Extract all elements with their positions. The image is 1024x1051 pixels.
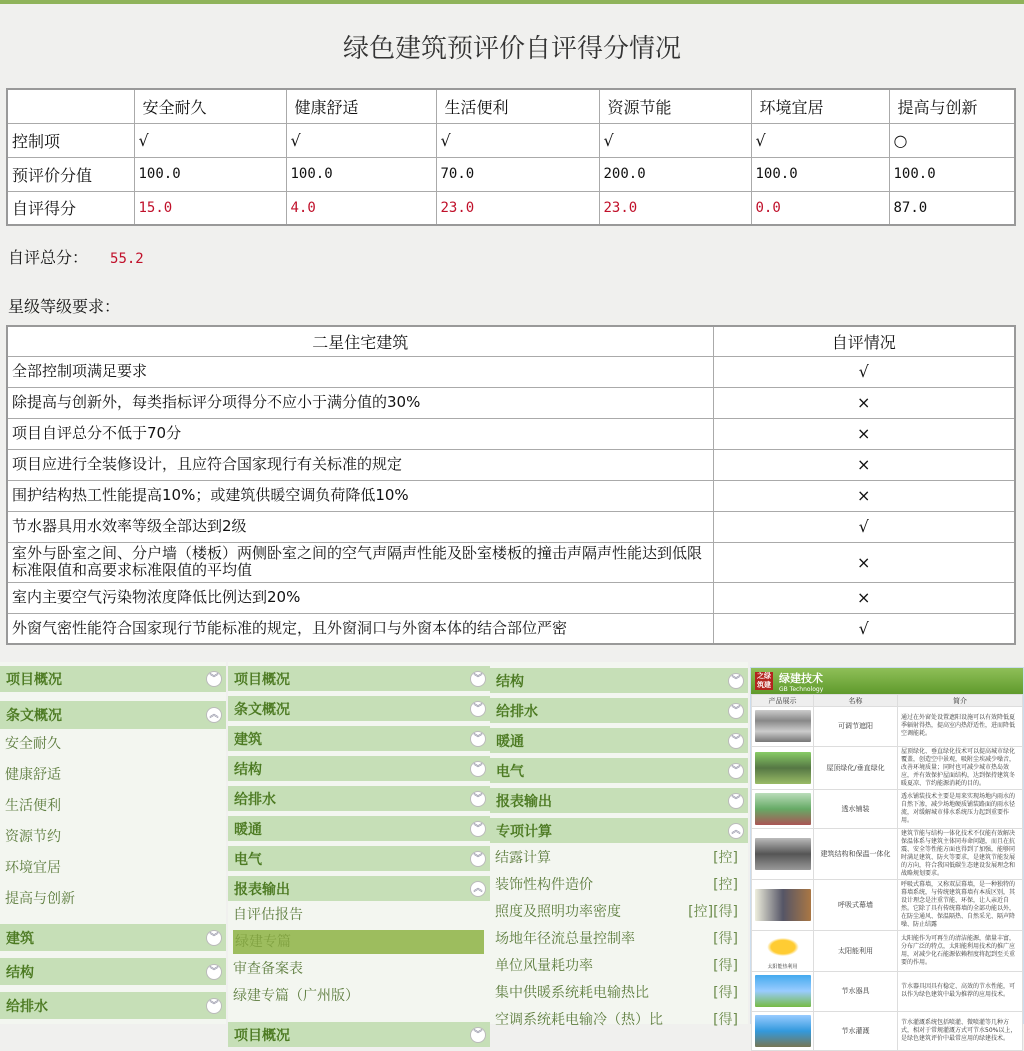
accordion-header-0[interactable] [228,666,490,691]
accordion-label: 结构 [6,964,34,981]
technology-row [752,972,1023,1012]
product-description: 节水灌溉系统包括喷灌、微喷灌等几种方式，相对于常规灌溉方式可节水50%以上，是绿色建筑评价中最常应用的绿建技术。 [898,1011,1023,1051]
product-image-cell [752,746,814,789]
product-description: 通过在外窗处设置遮阳设施可以有效降低夏季辐射得热，提高室内热舒适性，进而降低空调能耗。 [898,707,1023,747]
nav-item-label: 装饰性构件造价 [495,877,593,893]
nav-item-label: 集中供暖系统耗电输热比 [495,985,649,1001]
chevron-up-icon[interactable]: ︽ [728,823,744,839]
nav-item-label: 资源节约 [5,829,61,845]
accordion-header-1[interactable] [0,958,226,985]
accordion-label: 报表输出 [496,793,552,810]
accordion-header-0[interactable] [228,1022,490,1047]
column-header: 安全耐久 [134,89,286,123]
technology-row [752,829,1023,880]
nav-item-label: 安全耐久 [5,736,61,752]
technology-row [752,880,1023,931]
nav-item[interactable] [495,846,742,870]
technology-row [752,746,1023,789]
column-header: 生活便利 [436,89,599,123]
check-mark: √ [599,123,751,157]
nav-item-label: 绿建专篇 [235,934,291,950]
table-row [7,418,1015,449]
table-row [7,613,1015,644]
table-row [7,582,1015,613]
star-requirement-label: 星级等级要求： [8,297,121,316]
cell-value: 23.0 [436,191,599,225]
table-row [7,542,1015,582]
accordion-header-0[interactable] [0,666,226,692]
accordion-label: 给排水 [234,791,276,808]
cell-value: 87.0 [889,191,1015,225]
requirement-text: 外窗气密性能符合国家现行节能标准的规定，且外窗洞口与外窗本体的结合部位严密 [7,613,713,644]
panel-subtitle: GB Technology [779,685,824,693]
product-name: 建筑结构和保温一体化 [814,829,898,880]
gb-technology-header [751,668,1023,694]
nav-item[interactable] [495,981,742,1005]
table-row [7,356,1015,387]
requirement-text: 全部控制项满足要求 [7,356,713,387]
row-label: 自评得分 [7,191,134,225]
nav-item-tag: [得] [713,958,738,974]
product-name: 节水灌溉 [814,1011,898,1051]
product-description: 节水器具因具有稳定、高效的节水性能，可以作为绿色建筑中最为推荐的应用技术。 [898,972,1023,1012]
accordion-label: 电气 [496,763,524,780]
accordion-label: 项目概况 [234,671,290,688]
cross-mark: × [713,480,1015,511]
cell-value: 70.0 [436,157,599,191]
nav-item-tag: [控] [713,877,738,893]
nav-item[interactable] [5,887,220,911]
product-name: 节水器具 [814,972,898,1012]
nav-item-label: 健康舒适 [5,767,61,783]
row-label: 控制项 [7,123,134,157]
chevron-down-icon[interactable]: ︾ [470,821,486,837]
accordion-header-0[interactable] [0,924,226,951]
table-row [7,511,1015,542]
requirement-table [6,325,1016,645]
technology-row [752,931,1023,972]
total-score [8,245,144,268]
score-table [6,88,1016,226]
product-description: 透水铺装技术主要是用来实现场地内雨水的自然下渗，减少场地硬质铺装路面的雨水径流，对缓解城市排水系统压力起到重要作用。 [898,789,1023,829]
chevron-down-icon[interactable]: ︾ [470,701,486,717]
check-mark: √ [751,123,889,157]
table-row [7,191,1015,225]
nav-item[interactable] [5,763,220,787]
accordion-header-4[interactable] [228,786,490,811]
chevron-down-icon[interactable]: ︾ [470,671,486,687]
cell-value: 100.0 [889,157,1015,191]
product-name: 屋顶绿化/垂直绿化 [814,746,898,789]
nav-item-label: 场地年径流总量控制率 [495,931,635,947]
panel-title: 绿建技术 [779,671,823,685]
nav-item-label: 生活便利 [5,798,61,814]
product-description: 呼吸式幕墙，又称双层幕墙，是一种独特的幕墙系统，与传统建筑幕墙有本质区别，其设计理念是注重节能、环保，让人亲近自然。它除了具有传统幕墙的全部功能以外，在防尘通风、保温隔热、自然采光、隔声降噪、防止结露 [898,880,1023,931]
technology-table [751,694,1023,1051]
cell-value: 23.0 [599,191,751,225]
accordion-header-5[interactable] [490,818,748,843]
technology-row [752,789,1023,829]
column-header: 产品展示 [752,695,814,707]
accordion-header-6[interactable] [228,846,490,871]
nav-item-label: 绿建专篇（广州版） [233,988,359,1004]
accordion-header-5[interactable] [228,816,490,841]
nav-panel-3 [490,662,748,1028]
product-image [755,752,811,784]
nav-item[interactable] [5,825,220,849]
column-header: 健康舒适 [286,89,436,123]
accordion-label: 建筑 [234,731,262,748]
chevron-down-icon[interactable]: ︾ [206,964,222,980]
cross-mark: × [713,542,1015,582]
accordion-header-4[interactable] [490,788,748,813]
accordion-header-0[interactable] [490,668,748,693]
accordion-label: 给排水 [496,703,538,720]
product-image [755,889,811,921]
requirement-text: 项目应进行全装修设计，且应符合国家现行有关标准的规定 [7,449,713,480]
nav-item-label: 结露计算 [495,850,551,866]
table-row [7,123,1015,157]
accordion-label: 报表输出 [234,881,290,898]
product-image-cell [752,972,814,1012]
chevron-down-icon[interactable]: ︾ [728,763,744,779]
nav-item[interactable] [495,1008,742,1032]
chevron-down-icon[interactable]: ︾ [728,793,744,809]
accordion-label: 暖通 [496,733,524,750]
product-image [755,1015,811,1047]
chevron-down-icon[interactable]: ︾ [470,731,486,747]
nav-item-tag: [控][得] [688,904,738,920]
chevron-down-icon[interactable]: ︾ [728,703,744,719]
cross-mark: × [713,387,1015,418]
chevron-down-icon[interactable]: ︾ [470,761,486,777]
product-description: 屋顶绿化、垂直绿化技术可以提高城市绿化覆盖，创造空中景观，吸附尘埃减少噪音，改善环境质量；同时也可减少城市热岛效应，并有效保护屋面结构，达到保持建筑冬暖夏凉、节约能源消耗的目的。 [898,746,1023,789]
product-name: 太阳能利用 [814,931,898,972]
accordion-label: 条文概况 [234,701,290,718]
nav-item-label: 审查备案表 [233,961,303,977]
accordion-header-2[interactable] [490,728,748,753]
chevron-down-icon[interactable]: ︾ [206,930,222,946]
product-image-cell [752,931,814,972]
table-header-row [7,89,1015,123]
column-header: 自评情况 [713,326,1015,356]
accordion-label: 项目概况 [6,672,62,688]
accordion-label: 条文概况 [6,708,62,724]
chevron-down-icon[interactable]: ︾ [470,1027,486,1043]
accordion-header-3[interactable] [228,756,490,781]
total-label: 自评总分： [8,248,89,267]
column-header: 提高与创新 [889,89,1015,123]
logo: 之绿 筑建 [757,672,771,689]
accordion-label: 结构 [496,673,524,690]
table-row [7,480,1015,511]
requirement-text: 室外与卧室之间、分户墙（楼板）两侧卧室之间的空气声隔声性能及卧室楼板的撞击声隔声性能达到低限标准限值和高要求标准限值的平均值 [7,542,713,582]
cell-value: 100.0 [286,157,436,191]
product-image [755,838,811,870]
product-name: 可调节遮阳 [814,707,898,747]
accordion-label: 项目概况 [234,1027,290,1044]
nav-item-label: 照度及照明功率密度 [495,904,621,920]
product-image-cell [752,789,814,829]
product-image-cell [752,880,814,931]
column-header: 环境宜居 [751,89,889,123]
technology-row [752,1011,1023,1051]
product-name: 呼吸式幕墙 [814,880,898,931]
top-accent-bar [0,0,1024,4]
nav-item[interactable] [233,930,484,954]
cell-value: 100.0 [134,157,286,191]
nav-panel-2 [228,662,490,1044]
nav-item[interactable] [5,794,220,818]
check-mark: √ [713,356,1015,387]
check-mark: √ [713,613,1015,644]
cell-value: 4.0 [286,191,436,225]
column-header [7,89,134,123]
chevron-down-icon[interactable]: ︾ [470,791,486,807]
nav-item[interactable] [233,984,484,1008]
nav-item-label: 自评估报告 [233,907,303,923]
nav-item[interactable] [495,873,742,897]
accordion-header-1[interactable] [490,698,748,723]
accordion-label: 建筑 [6,930,34,947]
circle-mark: ○ [889,123,1015,157]
requirement-text: 项目自评总分不低于70分 [7,418,713,449]
check-mark: √ [134,123,286,157]
table-row [7,387,1015,418]
nav-item-tag: [得] [713,931,738,947]
nav-item-tag: [控] [713,850,738,866]
accordion-label: 专项计算 [496,823,552,840]
accordion-label: 暖通 [234,821,262,838]
product-image [755,931,811,963]
total-value: 55.2 [110,251,144,267]
cross-mark: × [713,582,1015,613]
gb-technology-panel [750,667,1024,1042]
accordion-header-7[interactable] [228,876,490,901]
nav-item-label: 环境宜居 [5,860,61,876]
product-image [755,793,811,825]
product-name: 透水铺装 [814,789,898,829]
nav-item-tag: [得] [713,985,738,1001]
nav-item[interactable] [495,954,742,978]
accordion-label: 结构 [234,761,262,778]
column-header: 简介 [898,695,1023,707]
column-header: 名称 [814,695,898,707]
nav-item[interactable] [495,900,742,924]
page-title: 绿色建筑预评价自评得分情况 [342,34,681,64]
product-image-cell [752,829,814,880]
row-label: 预评价分值 [7,157,134,191]
nav-item-label: 空调系统耗电输冷（热）比 [495,1012,663,1028]
chevron-down-icon[interactable]: ︾ [728,673,744,689]
product-description: 建筑节能与结构一体化技术不仅能有效解决保温体系与建筑主体同寿命问题，而且在抗震、安全等性能方面也得到了加强，能够同时满足建筑、防火等要求，是建筑节能发展的方向，符合我国低碳生态建设发展理念和战略规划要求。 [898,829,1023,880]
nav-item-label: 单位风量耗功率 [495,958,593,974]
technology-row [752,707,1023,747]
accordion-header-1[interactable] [0,701,226,729]
cell-value: 0.0 [751,191,889,225]
product-description: 太阳能作为可再生的清洁能源，储量丰富，分布广泛的特点，太阳能利用技术的推广应用，对减少化石能源依赖程度将起到至关重要的作用。 [898,931,1023,972]
chevron-down-icon[interactable]: ︾ [206,671,222,687]
product-image [755,975,811,1007]
nav-panel-1 [0,662,226,1024]
cell-value: 200.0 [599,157,751,191]
nav-item[interactable] [233,957,484,981]
chevron-down-icon[interactable]: ︾ [470,851,486,867]
column-header: 资源节能 [599,89,751,123]
check-mark: √ [713,511,1015,542]
check-mark: √ [286,123,436,157]
nav-item-tag: [得] [713,1012,738,1028]
accordion-header-3[interactable] [490,758,748,783]
chevron-down-icon[interactable]: ︾ [206,998,222,1014]
product-image-cell [752,707,814,747]
cell-value: 15.0 [134,191,286,225]
product-image-cell [752,1011,814,1051]
chevron-up-icon[interactable]: ︽ [470,881,486,897]
cross-mark: × [713,449,1015,480]
requirement-text: 围护结构热工性能提高10%；或建筑供暖空调负荷降低10% [7,480,713,511]
accordion-header-2[interactable] [0,992,226,1019]
nav-item[interactable] [5,856,220,880]
table-row [7,449,1015,480]
accordion-label: 给排水 [6,998,48,1015]
cross-mark: × [713,418,1015,449]
accordion-header-2[interactable] [228,726,490,751]
cell-value: 100.0 [751,157,889,191]
check-mark: √ [436,123,599,157]
column-header: 二星住宅建筑 [7,326,713,356]
nav-item[interactable] [495,927,742,951]
image-caption: 太阳能热利用 [767,964,798,970]
product-image [755,710,811,742]
table-header-row [7,326,1015,356]
chevron-up-icon[interactable]: ︽ [206,707,222,723]
nav-item[interactable] [233,903,484,927]
requirement-text: 室内主要空气污染物浓度降低比例达到20% [7,582,713,613]
table-row [7,157,1015,191]
accordion-header-1[interactable] [228,696,490,721]
nav-item-label: 提高与创新 [5,891,75,907]
requirement-text: 节水器具用水效率等级全部达到2级 [7,511,713,542]
nav-item[interactable] [5,732,220,756]
requirement-text: 除提高与创新外，每类指标评分项得分不应小于满分值的30% [7,387,713,418]
accordion-label: 电气 [234,851,262,868]
chevron-down-icon[interactable]: ︾ [728,733,744,749]
